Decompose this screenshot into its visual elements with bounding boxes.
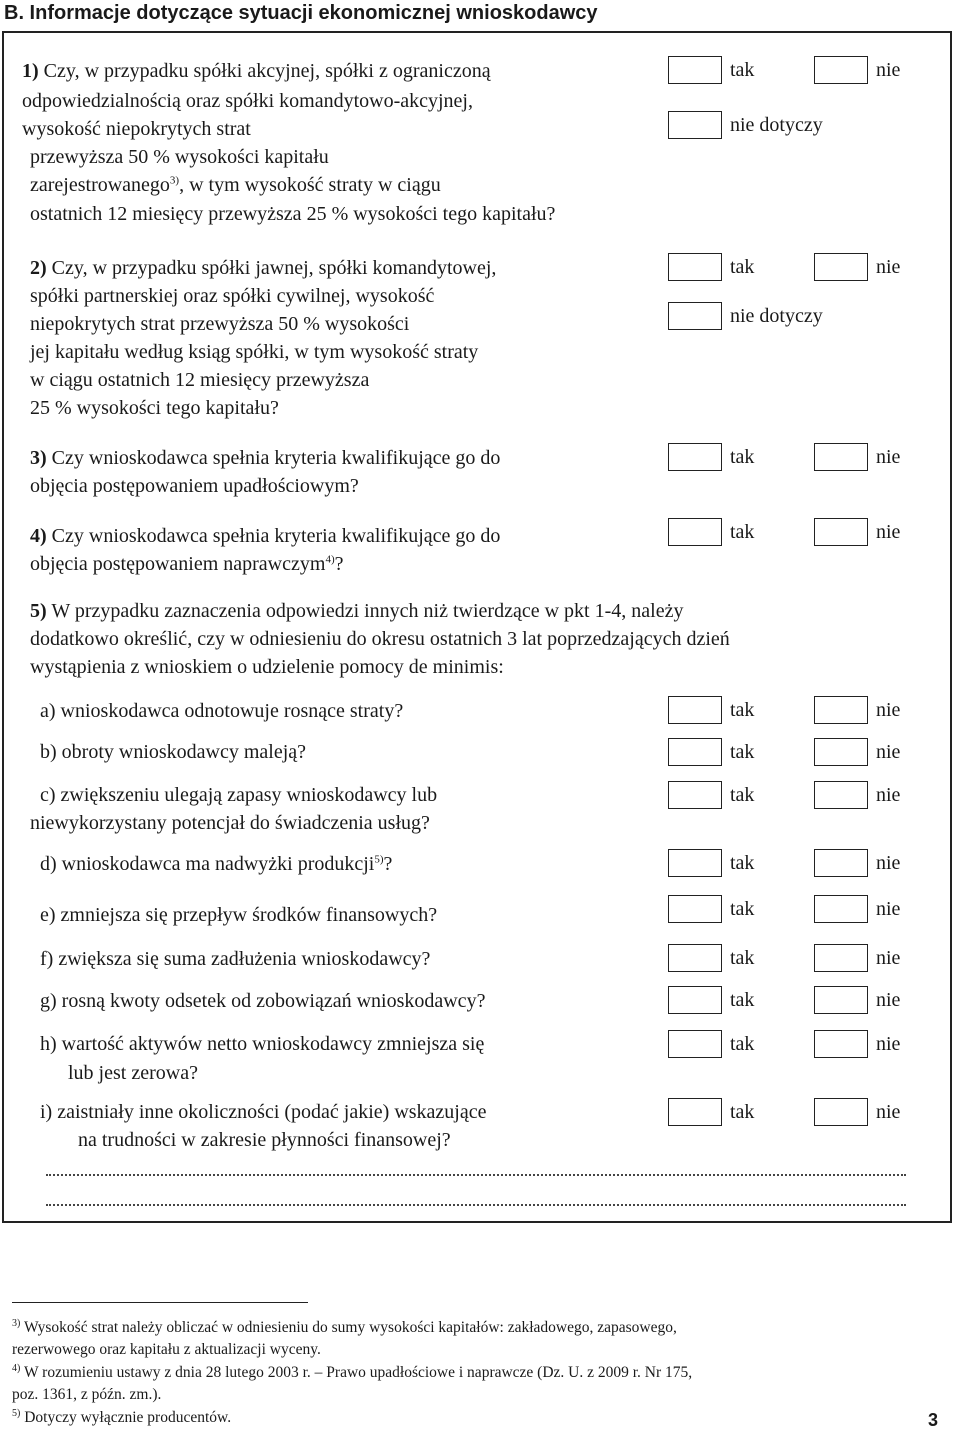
q5e-yes-checkbox[interactable] [668,895,722,923]
q2-not-applicable-checkbox[interactable] [668,302,722,330]
question-text: dodatkowo określić, czy w odniesieniu do okresu ostatnich 3 lat poprzedzających dzień [30,628,730,650]
footnote-marker: 4) [12,1362,21,1374]
question-number: 5) [30,600,47,622]
no-label: nie [876,947,901,969]
question-text: Czy wnioskodawca spełnia kryteria kwalifikujące go do [51,525,501,547]
q1-no-checkbox[interactable] [814,56,868,84]
yes-label: tak [730,256,755,278]
fill-in-line[interactable] [46,1198,906,1206]
q1-not-applicable-checkbox[interactable] [668,111,722,139]
q3-no-checkbox[interactable] [814,443,868,471]
q5c-no-checkbox[interactable] [814,781,868,809]
subquestion-h-cont: lub jest zerowa? [68,1062,198,1084]
subquestion-b: b) obroty wnioskodawcy maleją? [40,741,307,763]
subquestion-g: g) rosną kwoty odsetek od zobowiązań wnioskodawcy? [40,990,486,1012]
q5f-yes-checkbox[interactable] [668,944,722,972]
subquestion-h: h) wartość aktywów netto wnioskodawcy zmniejsza się [40,1033,485,1055]
question-text: 25 % wysokości tego kapitału? [30,397,279,419]
yes-label: tak [730,699,755,721]
q4-yes-checkbox[interactable] [668,518,722,546]
question-text: spółki partnerskiej oraz spółki cywilnej, wysokość [30,285,435,307]
no-label: nie [876,1033,901,1055]
not-applicable-label: nie dotyczy [730,114,823,136]
yes-label: tak [730,1033,755,1055]
q5g-no-checkbox[interactable] [814,986,868,1014]
q5h-yes-checkbox[interactable] [668,1030,722,1058]
footnote-text: Wysokość strat należy obliczać w odniesieniu do sumy wysokości kapitałów: zakładowego, zapasowego, [23,1319,677,1336]
yes-label: tak [730,741,755,763]
q5d-no-checkbox[interactable] [814,849,868,877]
question-text: wystąpienia z wnioskiem o udzielenie pomocy de minimis: [30,656,504,678]
question-text: Czy wnioskodawca spełnia kryteria kwalifikujące go do [51,447,501,469]
question-text: niepokrytych strat przewyższa 50 % wysokości [30,313,410,335]
yes-label: tak [730,1101,755,1123]
no-label: nie [876,989,901,1011]
q5h-no-checkbox[interactable] [814,1030,868,1058]
no-label: nie [876,741,901,763]
q5d-yes-checkbox[interactable] [668,849,722,877]
fill-in-line[interactable] [46,1168,906,1176]
no-label: nie [876,1101,901,1123]
question-text: w ciągu ostatnich 12 miesięcy przewyższa [30,369,370,391]
yes-label: tak [730,989,755,1011]
question-text: objęcia postępowaniem naprawczym [30,553,326,575]
yes-label: tak [730,947,755,969]
question-text: ostatnich 12 miesięcy przewyższa 25 % wysokości tego kapitału? [30,203,556,225]
q5f-no-checkbox[interactable] [814,944,868,972]
no-label: nie [876,898,901,920]
question-text: przewyższa 50 % wysokości kapitału [30,146,329,168]
question-text: , w tym wysokość straty w ciągu [179,174,441,196]
subquestion-d: d) wnioskodawca ma nadwyżki produkcji [40,853,375,875]
q5c-yes-checkbox[interactable] [668,781,722,809]
question-text: odpowiedzialnością oraz spółki komandytowo-akcyjnej, [22,90,473,112]
no-label: nie [876,521,901,543]
subquestion-e: e) zmniejsza się przepływ środków finansowych? [40,904,438,926]
yes-label: tak [730,59,755,81]
yes-label: tak [730,446,755,468]
no-label: nie [876,852,901,874]
question-text: wysokość niepokrytych strat [22,118,251,140]
footnote-ref: 3) [169,174,180,187]
question-number: 1) [22,60,39,82]
yes-label: tak [730,521,755,543]
no-label: nie [876,59,901,81]
footnote-ref: 5) [374,853,384,866]
question-text: W przypadku zaznaczenia odpowiedzi innych niż twierdzące w pkt 1-4, należy [51,600,684,622]
footnote-ref: 4) [325,553,335,566]
q5i-no-checkbox[interactable] [814,1098,868,1126]
yes-label: tak [730,852,755,874]
q5g-yes-checkbox[interactable] [668,986,722,1014]
question-number: 3) [30,447,47,469]
q5b-yes-checkbox[interactable] [668,738,722,766]
no-label: nie [876,256,901,278]
q5i-yes-checkbox[interactable] [668,1098,722,1126]
footnote-marker: 3) [12,1317,21,1329]
q5b-no-checkbox[interactable] [814,738,868,766]
question-text: objęcia postępowaniem upadłościowym? [30,475,359,497]
question-text: zarejestrowanego [30,174,170,196]
q3-yes-checkbox[interactable] [668,443,722,471]
section-heading: B. Informacje dotyczące sytuacji ekonomicznej wnioskodawcy [4,2,598,24]
footnote-text: poz. 1361, z późn. zm.). [12,1386,162,1403]
footnote-text: rezerwowego oraz kapitału z aktualizacji wyceny. [12,1341,321,1358]
not-applicable-label: nie dotyczy [730,305,823,327]
q2-yes-checkbox[interactable] [668,253,722,281]
q5a-yes-checkbox[interactable] [668,696,722,724]
question-text: Czy, w przypadku spółki jawnej, spółki komandytowej, [51,257,497,279]
q5a-no-checkbox[interactable] [814,696,868,724]
yes-label: tak [730,898,755,920]
question-number: 2) [30,257,47,279]
subquestion-c-cont: niewykorzystany potencjał do świadczenia usług? [30,812,430,834]
subquestion-f: f) zwiększa się suma zadłużenia wnioskodawcy? [40,948,431,970]
subquestion-i-cont: na trudności w zakresie płynności finansowej? [78,1129,451,1151]
footnote-text: Dotyczy wyłącznie producentów. [24,1409,232,1426]
no-label: nie [876,699,901,721]
page-number: 3 [928,1410,939,1430]
q2-no-checkbox[interactable] [814,253,868,281]
subquestion-c: c) zwiększeniu ulegają zapasy wnioskodawcy lub [40,784,438,806]
footnote-marker: 5) [12,1407,21,1419]
no-label: nie [876,446,901,468]
q4-no-checkbox[interactable] [814,518,868,546]
question-text: jej kapitału według ksiąg spółki, w tym wysokość straty [30,341,479,363]
question-text: Czy, w przypadku spółki akcyjnej, spółki z ograniczoną [43,60,491,82]
footnote-separator [12,1302,308,1303]
footnote-text: W rozumieniu ustawy z dnia 28 lutego 2003 r. – Prawo upadłościowe i naprawcze (Dz. U. z 2009 r. Nr 175, [23,1364,693,1381]
yes-label: tak [730,784,755,806]
subquestion-i: i) zaistniały inne okoliczności (podać jakie) wskazujące [40,1101,487,1123]
q1-yes-checkbox[interactable] [668,56,722,84]
subquestion-a: a) wnioskodawca odnotowuje rosnące straty? [40,700,404,722]
question-number: 4) [30,525,47,547]
no-label: nie [876,784,901,806]
q5e-no-checkbox[interactable] [814,895,868,923]
